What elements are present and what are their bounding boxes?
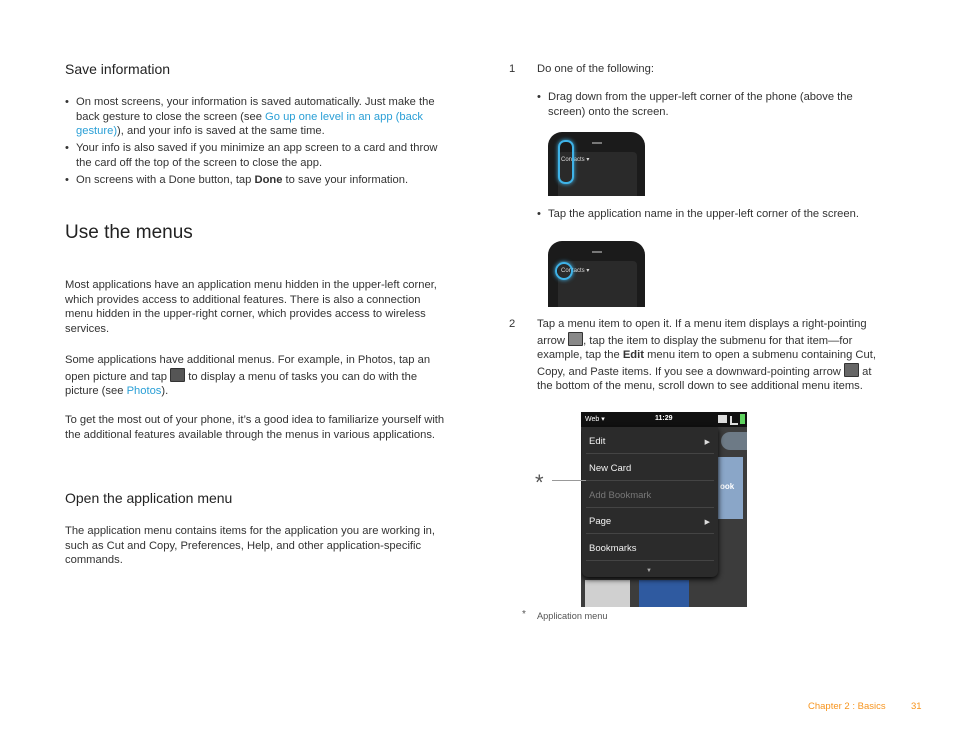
list-item: • Drag down from the upper-left corner of the phone (above the screen) onto the screen. — [537, 90, 867, 119]
section-heading-menus: Use the menus — [65, 222, 193, 243]
application-menu-screenshot — [581, 412, 747, 607]
step-1-bullet-2 — [537, 207, 877, 224]
menu-separator — [586, 507, 714, 508]
step-number-2: 2 — [509, 318, 516, 330]
phone-app-label: Contacts ▾ — [561, 157, 590, 163]
menu-separator — [586, 453, 714, 454]
figure-caption: Application menu — [537, 611, 608, 621]
step-2-text: Tap a menu item to open it. If a menu item displays a right-pointing arrow , tap the item to display the submenu for that item—for example, tap the Edit menu item to open a submenu containing Cut, Copy, and Paste items. If you see a downward-pointing arrow at the bottom of the menu, scroll down to see additional menu items. — [537, 318, 876, 393]
page-number: 31 — [911, 701, 922, 712]
phone-tap-illustration — [548, 241, 645, 307]
footer-chapter: Chapter 2 : Basics — [808, 701, 886, 712]
list-item: • Tap the application name in the upper-left corner of the screen. — [537, 207, 877, 222]
photo-menu-icon — [170, 368, 185, 382]
section-heading-open-menu: Open the application menu — [65, 490, 233, 506]
menu-separator — [586, 560, 714, 561]
step-number-1: 1 — [509, 63, 516, 75]
phone-speaker — [592, 142, 602, 144]
status-app-name: Web ▾ — [585, 416, 605, 423]
bg-toolbar — [721, 432, 747, 450]
bg-thumb-1 — [585, 580, 630, 607]
caption-asterisk: * — [522, 609, 526, 620]
battery-icon — [740, 414, 745, 424]
menus-paragraph-3: To get the most out of your phone, it’s a good idea to familiarize yourself with the additional features available through the menus in various applications. — [65, 414, 445, 441]
section-heading-save: Save information — [65, 61, 171, 77]
menu-separator — [586, 480, 714, 481]
app-menu-panel — [582, 427, 718, 577]
right-arrow-icon — [568, 332, 583, 346]
list-item: • On most screens, your information is saved automatically. Just make the back gesture to close the screen (see Go up one level in an app (back gesture)), and your info is saved at the same time. — [65, 95, 445, 139]
drag-gesture-indicator — [558, 140, 574, 184]
back-gesture-link[interactable]: Go up one level in an app (back gesture) — [76, 110, 424, 138]
menu-item-page[interactable]: Page — [589, 516, 612, 527]
callout-asterisk: * — [535, 470, 544, 495]
submenu-arrow-icon: ▶ — [704, 439, 710, 446]
menu-item-add-bookmark[interactable]: Add Bookmark — [589, 490, 652, 501]
signal-icon — [730, 416, 738, 425]
step-1-bullet-1 — [537, 90, 867, 122]
save-bullet-list — [65, 95, 445, 190]
menu-separator — [586, 533, 714, 534]
menu-item-bookmarks[interactable]: Bookmarks — [589, 543, 637, 554]
list-item: • Your info is also saved if you minimize an app screen to a card and throw the card off the top of the screen to close the app. — [65, 141, 445, 170]
photos-link[interactable]: Photos — [126, 385, 162, 398]
phone-drag-illustration — [548, 132, 645, 196]
callout-line — [552, 480, 586, 481]
open-menu-paragraph: The application menu contains items for the application you are working in, such as Cut and Copy, Preferences, Help, and other application-specific commands. — [65, 525, 436, 567]
tap-gesture-indicator — [555, 262, 573, 280]
down-arrow-icon — [844, 363, 859, 377]
phone-speaker — [592, 251, 602, 253]
scroll-down-icon: ▼ — [646, 568, 652, 574]
menu-item-new-card[interactable]: New Card — [589, 463, 632, 474]
bg-thumb-2 — [639, 580, 689, 607]
status-bar — [581, 412, 747, 427]
list-item: • On screens with a Done button, tap Done to save your information. — [65, 173, 445, 188]
submenu-arrow-icon: ▶ — [704, 519, 710, 526]
menus-paragraph-1: Most applications have an application menu hidden in the upper-left corner, which provides access to additional features. There is also a connection menu hidden in the upper-right corner, which provides access to wireless services. — [65, 279, 437, 335]
menus-paragraph-2: Some applications have additional menus. For example, in Photos, tap an open picture and tap to display a menu of tasks you can do with the picture (see Photos). — [65, 354, 431, 398]
menu-item-edit[interactable]: Edit — [589, 436, 606, 447]
step-1-text: Do one of the following: — [537, 63, 654, 75]
network-icon — [718, 415, 727, 423]
status-time: 11:29 — [655, 415, 673, 422]
bg-card-text: ook — [720, 482, 735, 491]
phone-app-label: Contacts ▾ — [561, 268, 590, 274]
